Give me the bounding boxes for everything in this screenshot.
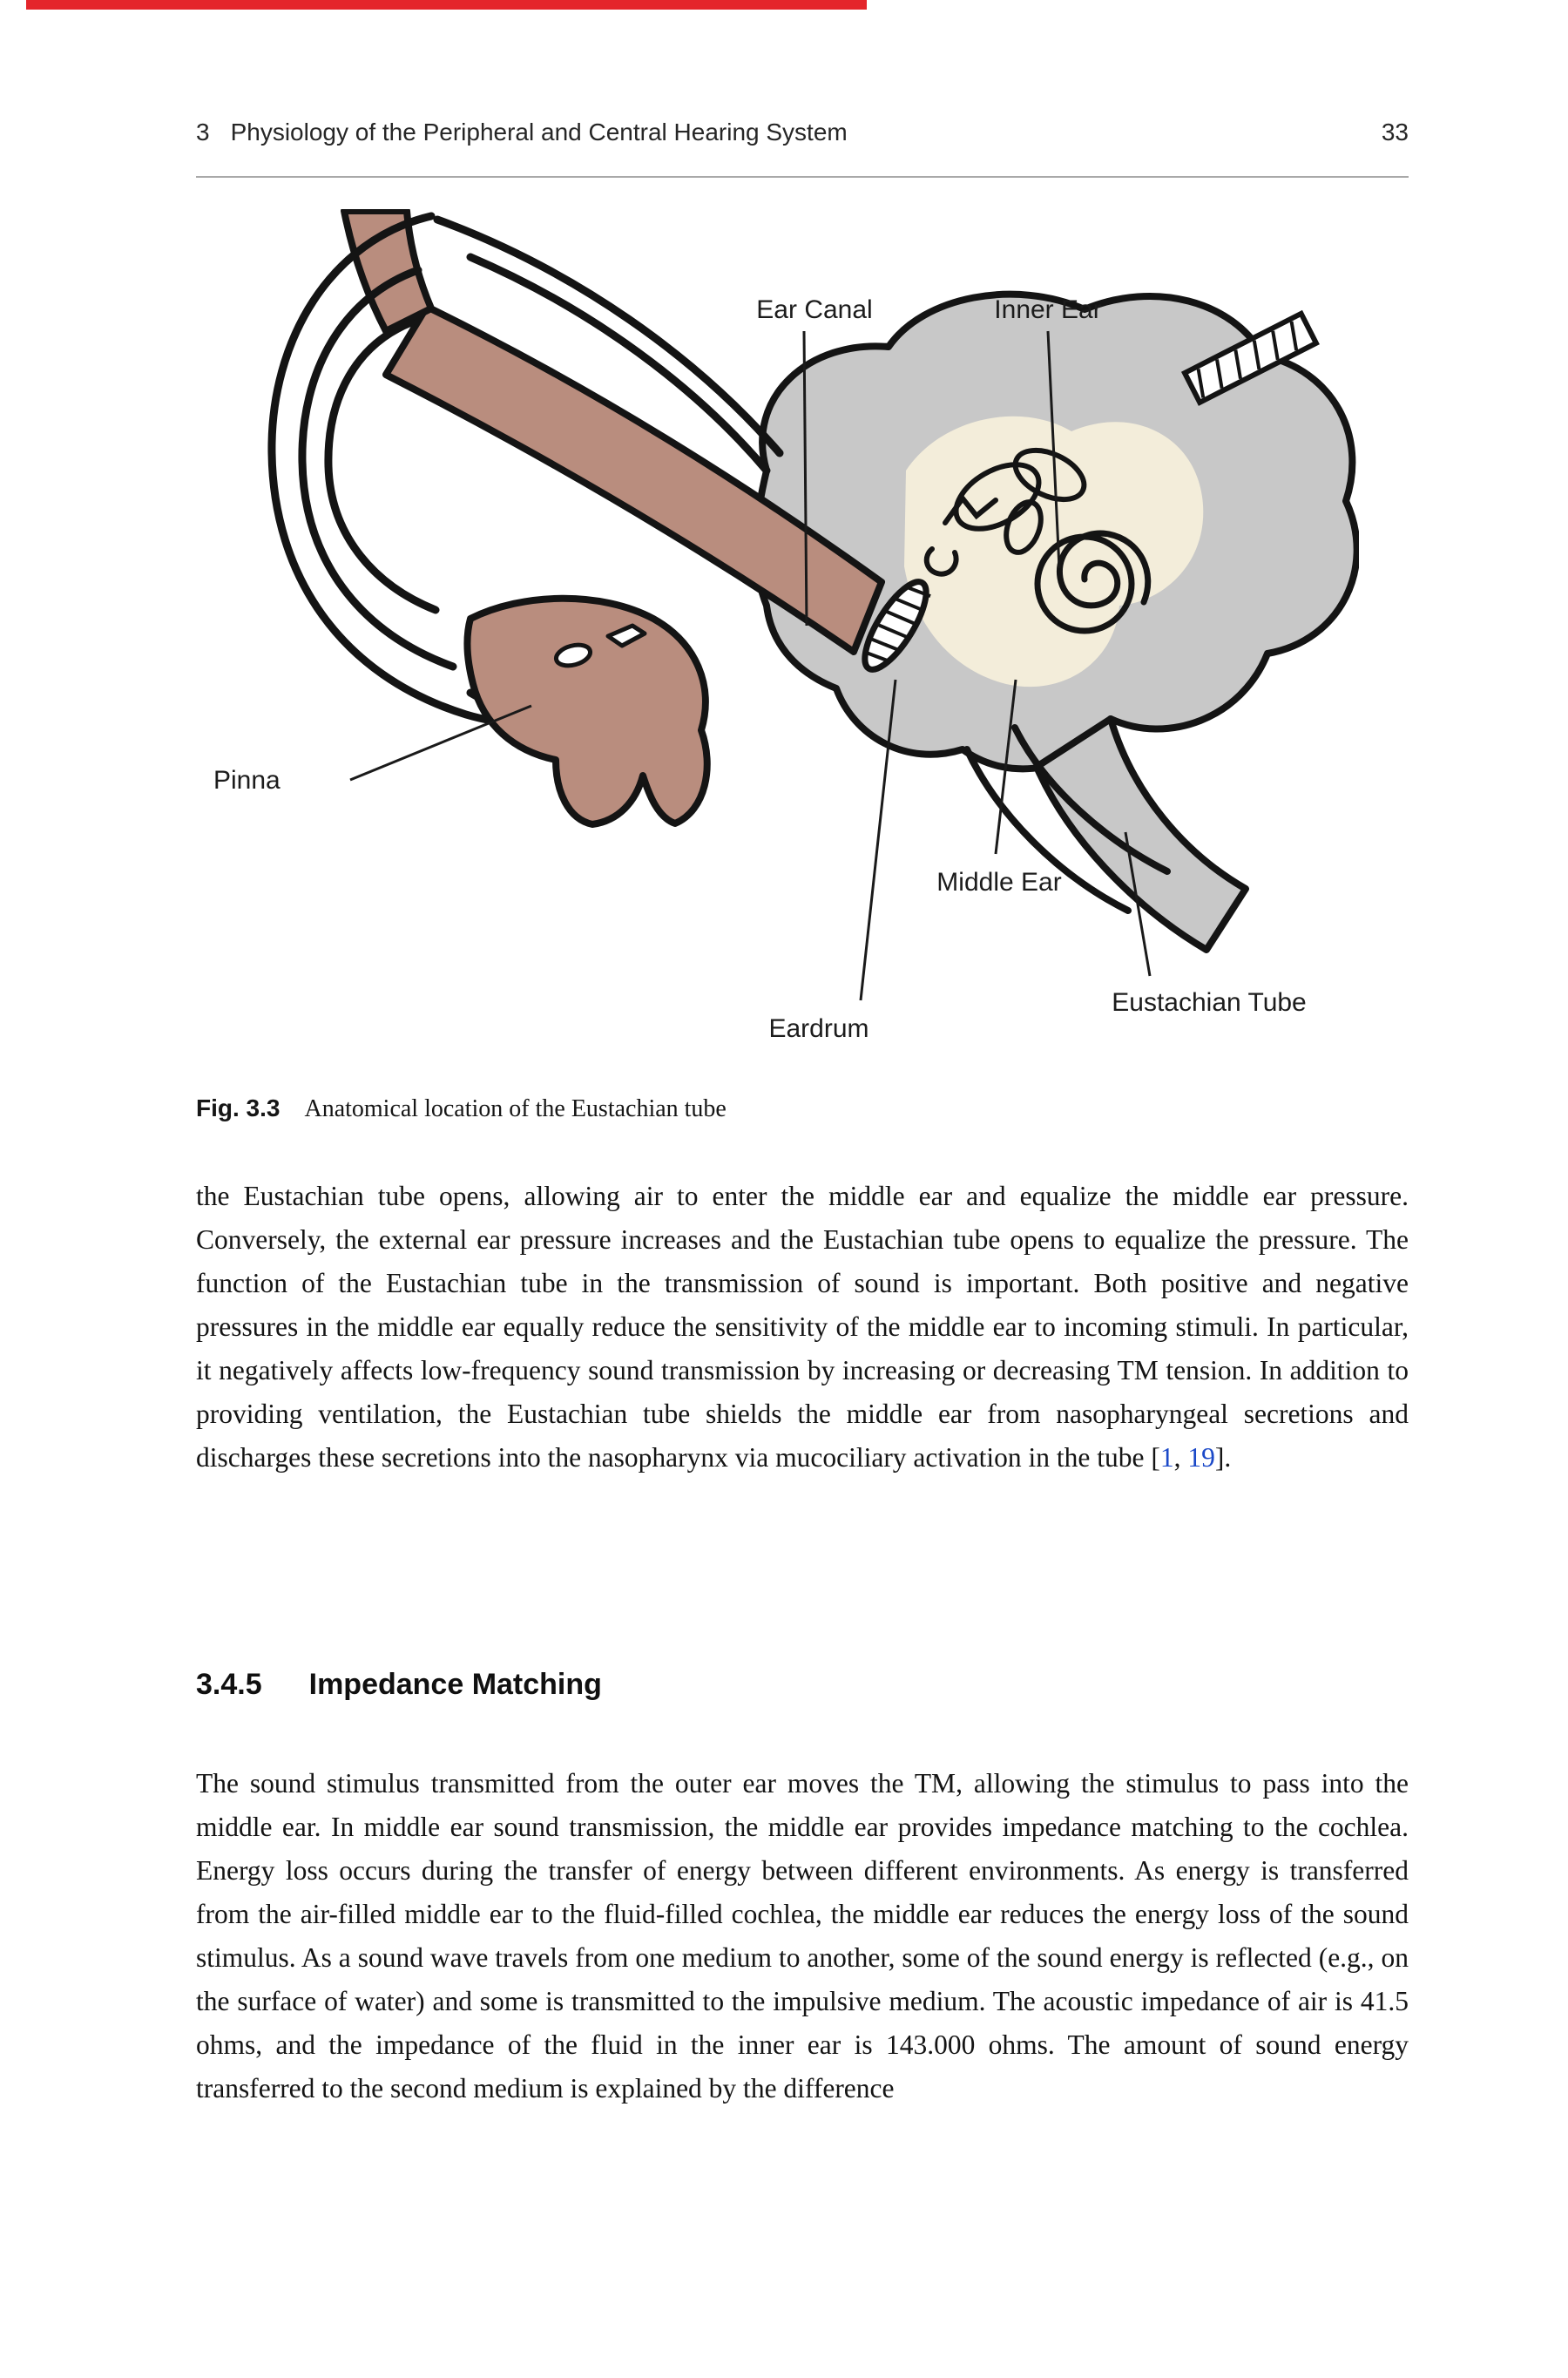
label-eustachian-tube: Eustachian Tube — [1112, 988, 1307, 1017]
chapter-number: 3 — [196, 119, 210, 146]
figure-caption-label: Fig. 3.3 — [196, 1094, 280, 1121]
label-pinna: Pinna — [213, 766, 280, 795]
earlobe-shape — [467, 599, 706, 824]
scan-red-edge — [26, 0, 867, 10]
label-ear-canal: Ear Canal — [756, 295, 873, 324]
section-title: Impedance Matching — [308, 1668, 602, 1701]
paragraph-impedance-matching: The sound stimulus transmitted from the outer ear moves the TM, allowing the stimulus to pass into the middle ear. In middle ear sound transmission, the middle ear provides impedance matching to the cochlea. Energy loss occurs during the transfer of energy between different environments. As energy is transferred from the air-filled middle ear to the fluid-filled cochlea, the middle ear reduces the energy loss of the sound stimulus. As a sound wave travels from one medium to another, some of the sound energy is reflected (e.g., on the surface of water) and some is transmitted to the impulsive medium. The acoustic impedance of air is 41.5 ohms, and the impedance of the fluid in the inner ear is 143.000 ohms. The amount of sound energy transferred to the second medium is explained by the difference — [196, 1768, 1409, 2104]
label-inner-ear: Inner Ear — [994, 295, 1102, 324]
chapter-title: Physiology of the Peripheral and Central Hearing System — [230, 119, 848, 146]
header-rule — [196, 176, 1409, 178]
running-head-title — [196, 119, 848, 146]
page-number: 33 — [1381, 119, 1409, 146]
figure-caption-text: Anatomical location of the Eustachian tube — [304, 1095, 727, 1122]
neck-band — [1037, 719, 1246, 950]
leader-pinna — [350, 706, 531, 780]
section-number: 3.4.5 — [196, 1668, 262, 1701]
figure-caption — [196, 1094, 1409, 1123]
reference-link-1[interactable]: 1 — [1159, 1442, 1174, 1473]
section-heading — [196, 1668, 1409, 1702]
paragraph-text-end: ]. — [1214, 1442, 1232, 1473]
reference-link-19[interactable]: 19 — [1187, 1442, 1215, 1473]
running-head — [196, 119, 1409, 146]
paragraph-eustachian-function — [196, 1175, 1409, 1480]
label-middle-ear: Middle Ear — [936, 868, 1062, 897]
label-eardrum: Eardrum — [768, 1014, 869, 1043]
paragraph-text: the Eustachian tube opens, allowing air to enter the middle ear and equalize the middle ear pressure. Conversely, the external ear pressure increases and the Eustachian tube opens to equalize the pressure. The function of the Eustachian tube in the transmission of sound is important. Both positive and negative pressures in the middle ear equally reduce the sensitivity of the middle ear to incoming stimuli. In particular, it negatively affects low-frequency sound transmission by increasing or decreasing TM tension. In addition to providing ventilation, the Eustachian tube shields the middle ear from nasopharyngeal secretions and discharges these secretions into the nasopharynx via mucociliary activation in the tube [ — [196, 1181, 1409, 1473]
reference-separator: , — [1173, 1442, 1188, 1473]
ear-anatomy-figure — [209, 209, 1359, 1059]
